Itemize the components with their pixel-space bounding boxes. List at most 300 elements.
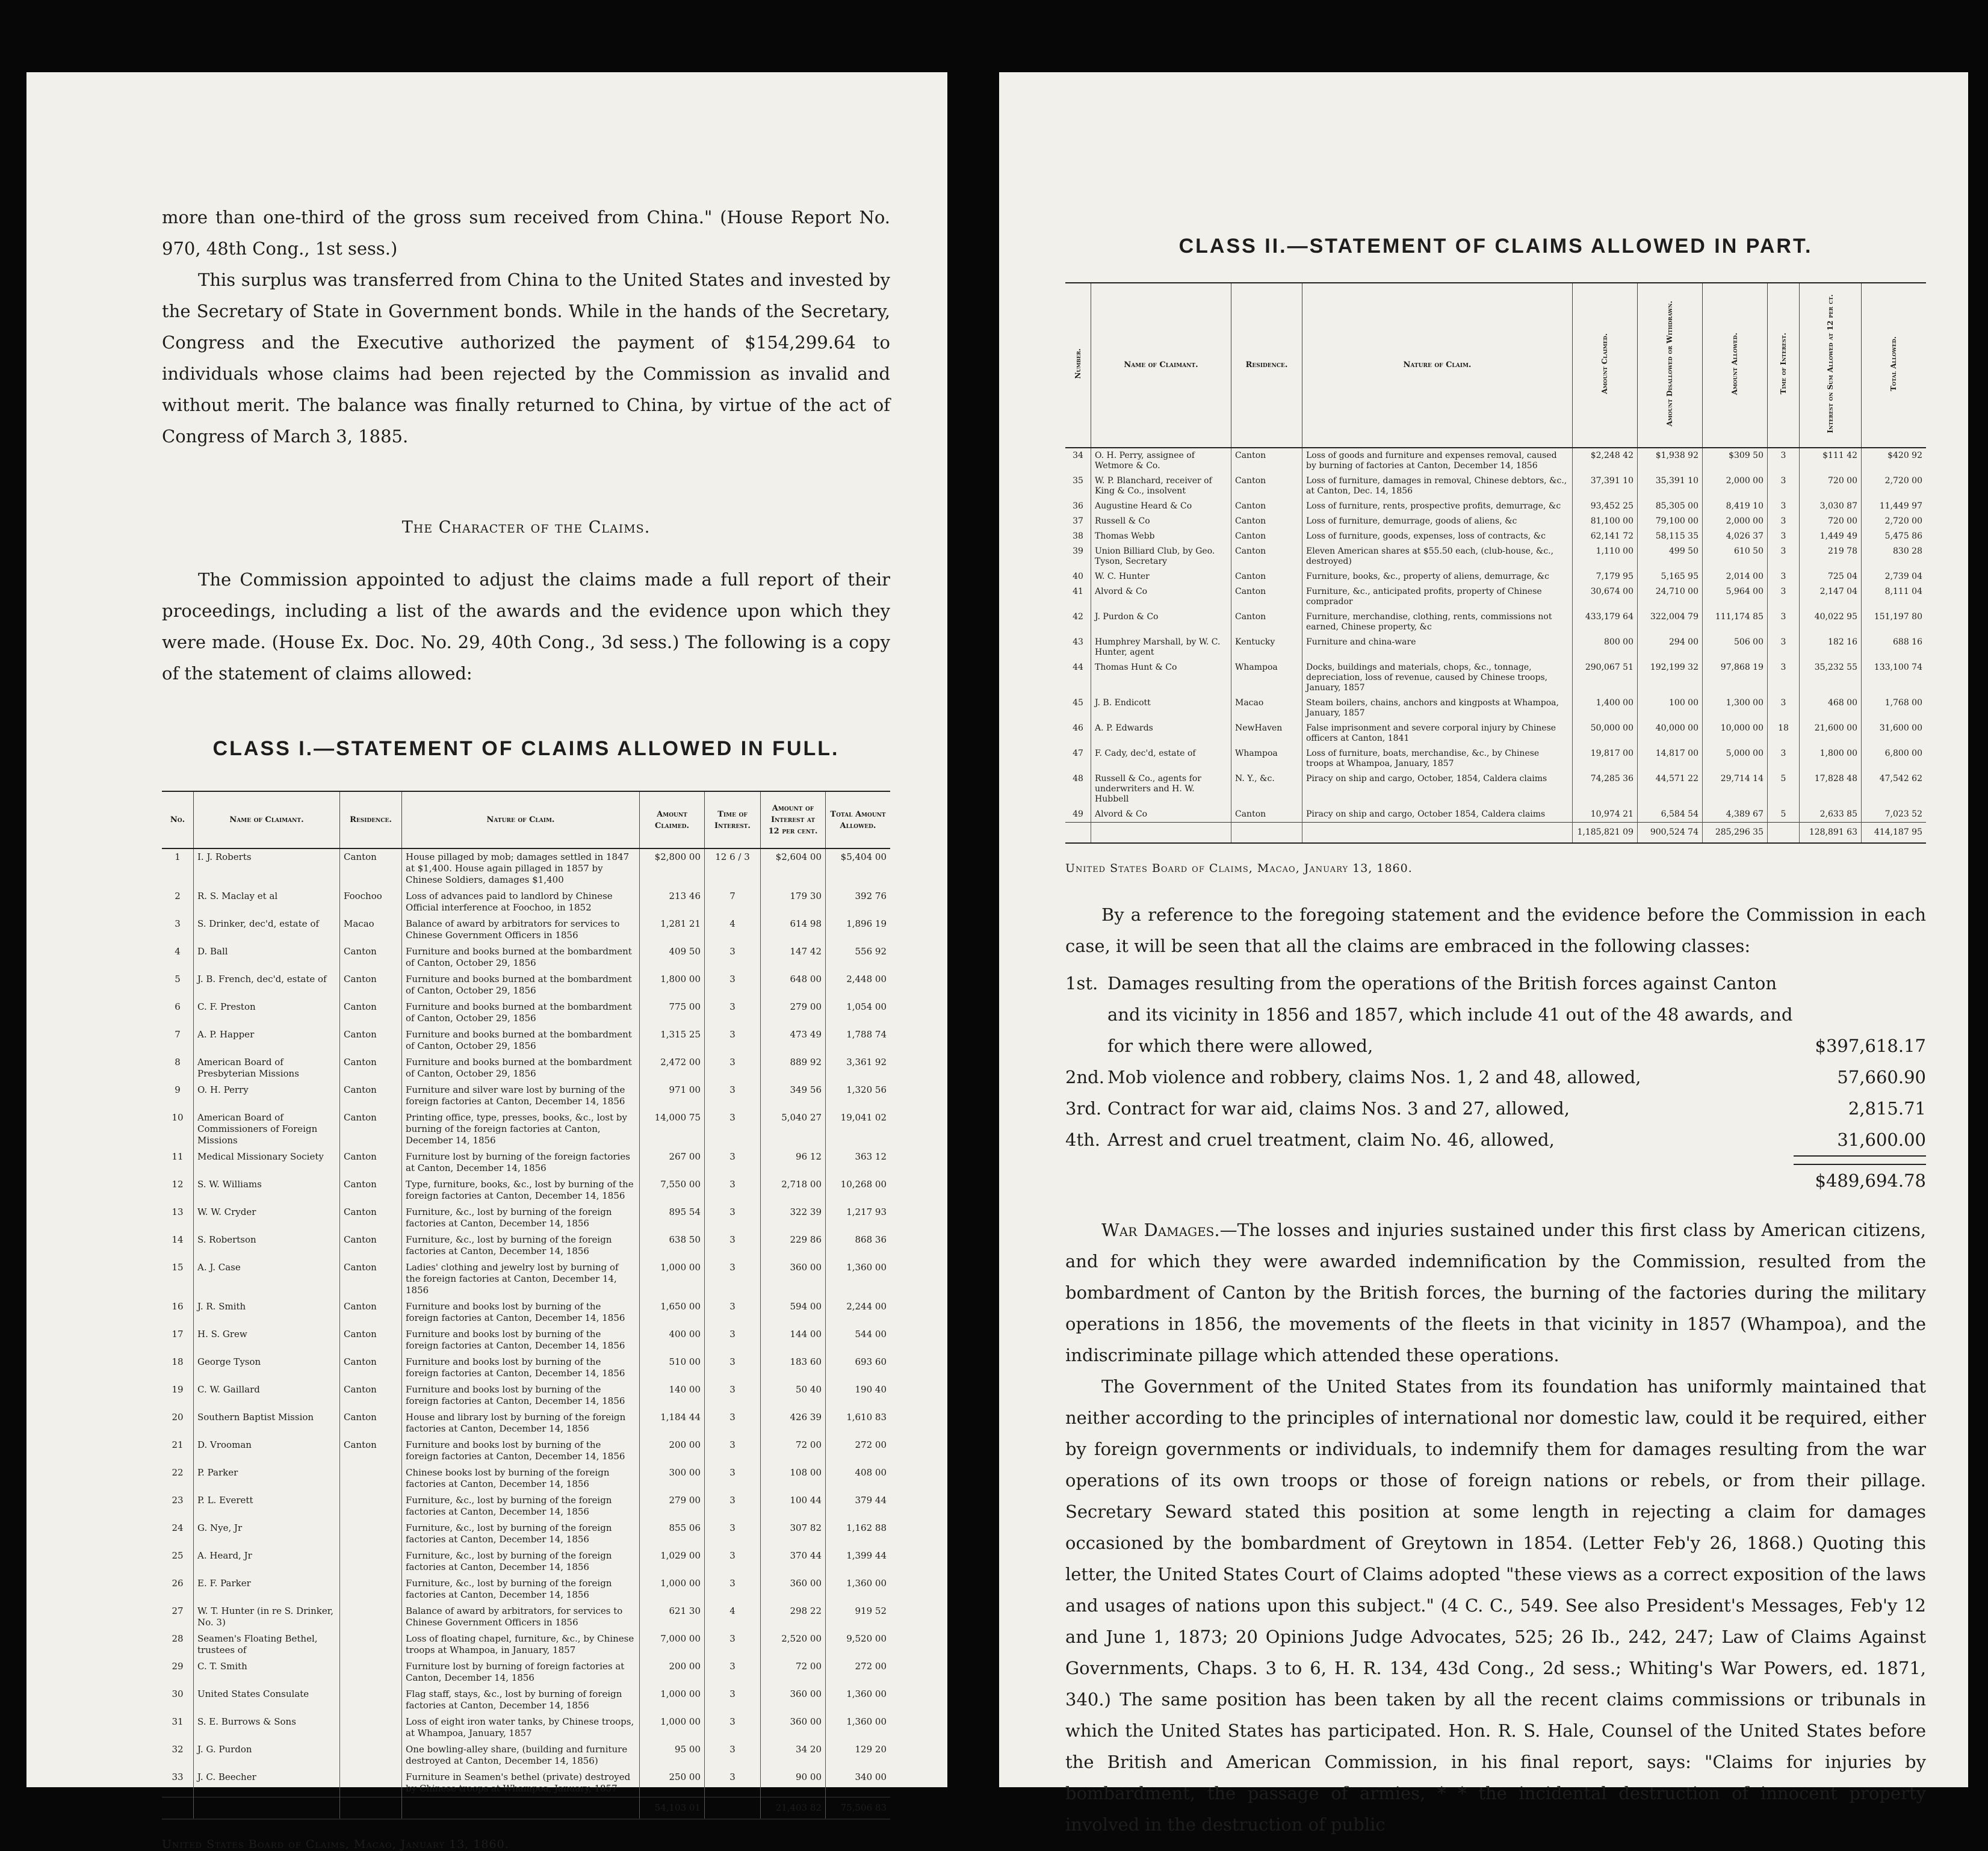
summary-label: 2nd. [1065, 1066, 1104, 1087]
claimant-name: American Board of Commissioners of Foreign Missions [194, 1110, 340, 1149]
table-row [162, 1082, 890, 1110]
amount-interest: 614 98 [761, 916, 826, 944]
summary-amount: 31,600.00 [1794, 1124, 1926, 1157]
amount-interest: 720 00 [1800, 474, 1862, 499]
amount-claimed: 93,452 25 [1573, 499, 1638, 514]
row-number: 18 [172, 1356, 184, 1367]
table-row [162, 1520, 890, 1548]
time-of-interest: 3 [705, 1520, 761, 1548]
amount-claimed: 1,800 00 [640, 971, 705, 999]
amount-disallowed: 14,817 00 [1638, 746, 1703, 771]
row-number: 35 [1073, 475, 1083, 486]
table-row [162, 1326, 890, 1354]
total-allowed: 129 20 [826, 1741, 891, 1769]
amount-claimed: 290,067 51 [1573, 660, 1638, 696]
claimant-residence: Macao [340, 916, 402, 944]
amount-claimed: 971 00 [640, 1082, 705, 1110]
time-of-interest: 3 [1768, 514, 1800, 529]
claim-nature: Flag staff, stays, &c., lost by burning of foreign factories at Canton, December 14, 1856 [402, 1686, 640, 1714]
row-number: 6 [175, 1001, 181, 1012]
row-number: 36 [1073, 501, 1083, 511]
claimant-name: Humphrey Marshall, by W. C. Hunter, agent [1091, 635, 1231, 660]
amount-claimed: 7,179 95 [1573, 569, 1638, 584]
amount-claimed: 1,400 00 [1573, 696, 1638, 721]
claimant-name: C. F. Preston [194, 999, 340, 1027]
table-row [162, 916, 890, 944]
claim-nature: Furniture and china-ware [1302, 635, 1573, 660]
time-of-interest: 4 [705, 916, 761, 944]
amount-claimed: 400 00 [640, 1326, 705, 1354]
claimant-name: E. F. Parker [194, 1575, 340, 1603]
claimant-name: D. Ball [194, 944, 340, 971]
row-number: 38 [1073, 531, 1083, 541]
total-allowed: 544 00 [826, 1326, 891, 1354]
col2-residence: Residence. [1231, 283, 1302, 448]
time-of-interest: 5 [1768, 807, 1800, 823]
amount-claimed: 775 00 [640, 999, 705, 1027]
claimant-residence: Canton [1231, 474, 1302, 499]
claim-nature: Furniture and books lost by burning of the foreign factories at Canton, December 14, 1856 [402, 1382, 640, 1409]
row-number: 37 [1073, 516, 1083, 526]
row-number: 46 [1073, 723, 1083, 733]
row-number: 26 [172, 1578, 184, 1589]
time-of-interest: 3 [705, 1409, 761, 1437]
claim-nature: False imprisonment and severe corporal injury by Chinese officers at Canton, 1841 [1302, 721, 1573, 746]
claim-nature: Furniture, &c., lost by burning of the foreign factories at Canton, December 14, 1856 [402, 1232, 640, 1259]
class-ii-rows [1065, 448, 1926, 823]
table-row [162, 1741, 890, 1769]
claimant-residence: Canton [1231, 544, 1302, 569]
amount-claimed: 7,000 00 [640, 1631, 705, 1658]
amount-claimed: 800 00 [1573, 635, 1638, 660]
table-row [162, 1054, 890, 1082]
table-row [162, 1465, 890, 1492]
claim-nature: Furniture, &c., anticipated profits, property of Chinese comprador [1302, 584, 1573, 610]
claimant-residence: Canton [1231, 610, 1302, 635]
table-row [1065, 569, 1926, 584]
amount-interest: 307 82 [761, 1520, 826, 1548]
table-row [1065, 660, 1926, 696]
col-time: Time of Interest. [705, 791, 761, 848]
time-of-interest: 3 [1768, 584, 1800, 610]
claim-nature: Furniture, merchandise, clothing, rents, commissions not earned, Chinese property, &c [1302, 610, 1573, 635]
amount-interest: 370 44 [761, 1548, 826, 1575]
row-number: 17 [172, 1329, 184, 1340]
claim-nature: Furniture and books burned at the bombardment of Canton, October 29, 1856 [402, 1027, 640, 1054]
table-row [162, 1110, 890, 1149]
amount-claimed: 409 50 [640, 944, 705, 971]
total-allowed: 408 00 [826, 1465, 891, 1492]
total-allowed: 5,475 86 [1862, 529, 1927, 544]
amount-disallowed: 6,584 54 [1638, 807, 1703, 823]
claimant-name: J. Purdon & Co [1091, 610, 1231, 635]
row-number: 43 [1073, 637, 1083, 647]
claimant-name: United States Consulate [194, 1686, 340, 1714]
amount-claimed: 895 54 [640, 1204, 705, 1232]
right-page [999, 72, 1968, 1835]
amount-allowed: 10,000 00 [1703, 721, 1768, 746]
amount-interest: 360 00 [761, 1575, 826, 1603]
amount-disallowed: 5,165 95 [1638, 569, 1703, 584]
amount-interest: 3,030 87 [1800, 499, 1862, 514]
col2-nature: Nature of Claim. [1302, 283, 1573, 448]
amount-disallowed: 294 00 [1638, 635, 1703, 660]
claimant-residence [340, 1769, 402, 1797]
amount-claimed: 14,000 75 [640, 1110, 705, 1149]
time-of-interest: 3 [1768, 610, 1800, 635]
row-number: 42 [1073, 611, 1083, 622]
class-ii-title: CLASS II.—STATEMENT OF CLAIMS ALLOWED IN PART. [1178, 235, 1813, 258]
claimant-name: D. Vrooman [194, 1437, 340, 1465]
claimant-name: S. E. Burrows & Sons [194, 1714, 340, 1741]
amount-interest: 182 16 [1800, 635, 1862, 660]
row-number: 33 [172, 1772, 184, 1782]
amount-allowed: 29,714 14 [1703, 771, 1768, 807]
claimant-residence [340, 1658, 402, 1686]
table-row [162, 1176, 890, 1204]
claim-nature: Loss of furniture, rents, prospective profits, demurrage, &c [1302, 499, 1573, 514]
table-row [162, 1575, 890, 1603]
claimant-residence: Canton [1231, 807, 1302, 823]
amount-interest: 349 56 [761, 1082, 826, 1110]
total-allowed: 190 40 [826, 1382, 891, 1409]
amount-interest: 21,600 00 [1800, 721, 1862, 746]
claim-nature: Furniture and books burned at the bombardment of Canton, October 29, 1856 [402, 1054, 640, 1082]
amount-claimed: 74,285 36 [1573, 771, 1638, 807]
amount-interest: 648 00 [761, 971, 826, 999]
col-no: No. [162, 791, 194, 848]
total-allowed: 1,896 19 [826, 916, 891, 944]
claim-nature: Chinese books lost by burning of the foreign factories at Canton, December 14, 1856 [402, 1465, 640, 1492]
table-row [1065, 448, 1926, 474]
claimant-name: A. J. Case [194, 1259, 340, 1299]
amount-claimed: 62,141 72 [1573, 529, 1638, 544]
amount-interest: 1,449 49 [1800, 529, 1862, 544]
amount-claimed: 30,674 00 [1573, 584, 1638, 610]
total-allowed: 392 76 [826, 888, 891, 916]
character-paragraph: The Commission appointed to adjust the claims made a full report of their proceedings, including a list of the awards and the evidence upon which they were made. (House Ex. Doc. No. 29, 40th Cong., 3d sess.) The following is a copy of the statement of claims allowed: [162, 569, 890, 684]
amount-allowed: 2,000 00 [1703, 474, 1768, 499]
summary-amount: 2,815.71 [1848, 1098, 1926, 1119]
amount-disallowed: 192,199 32 [1638, 660, 1703, 696]
class-i-footer: United States Board of Claims, Macao, January 13, 1860. [162, 1838, 509, 1851]
amount-interest: 17,828 48 [1800, 771, 1862, 807]
amount-interest: 72 00 [761, 1658, 826, 1686]
amount-interest: 100 44 [761, 1492, 826, 1520]
amount-allowed: $309 50 [1703, 448, 1768, 474]
claimant-residence [340, 1741, 402, 1769]
time-of-interest: 4 [705, 1603, 761, 1631]
row-number: 13 [172, 1207, 184, 1217]
claimant-name: O. H. Perry [194, 1082, 340, 1110]
total-allowed: 272 00 [826, 1437, 891, 1465]
time-of-interest: 3 [1768, 696, 1800, 721]
total-allowed: 6,800 00 [1862, 746, 1927, 771]
claim-nature: Ladies' clothing and jewelry lost by burning of the foreign factories at Canton, December 14, 1856 [402, 1259, 640, 1299]
table-row [162, 1299, 890, 1326]
total-allowed: $420 92 [1862, 448, 1927, 474]
claimant-name: Russell & Co [1091, 514, 1231, 529]
claimant-name: A. Heard, Jr [194, 1548, 340, 1575]
table-row [1065, 610, 1926, 635]
claim-nature: Loss of furniture, goods, expenses, loss of contracts, &c [1302, 529, 1573, 544]
amount-interest: 298 22 [761, 1603, 826, 1631]
row-number: 29 [172, 1661, 184, 1672]
class-ii-total-allowed: 285,296 35 [1703, 822, 1768, 843]
section-title: The Character of the Claims. [401, 518, 651, 537]
col2-allowed: Amount Allowed. [1703, 283, 1768, 448]
claimant-residence: Canton [340, 1299, 402, 1326]
total-allowed: 1,320 56 [826, 1082, 891, 1110]
claim-nature: Loss of eight iron water tanks, by Chinese troops, at Whampoa, January, 1857 [402, 1714, 640, 1741]
summary-label: 3rd. [1065, 1098, 1102, 1119]
total-allowed: 1,162 88 [826, 1520, 891, 1548]
col-claimed: Amount Claimed. [640, 791, 705, 848]
row-number: 32 [172, 1744, 184, 1755]
total-allowed: 133,100 74 [1862, 660, 1927, 696]
claim-nature: Balance of award by arbitrators for services to Chinese Government Officers in 1856 [402, 916, 640, 944]
claim-nature: Furniture and books burned at the bombardment of Canton, October 29, 1856 [402, 999, 640, 1027]
col2-number: Number. [1065, 283, 1091, 448]
row-number: 28 [172, 1633, 184, 1644]
time-of-interest: 3 [705, 1492, 761, 1520]
time-of-interest: 5 [1768, 771, 1800, 807]
amount-interest: 2,718 00 [761, 1176, 826, 1204]
row-number: 9 [175, 1084, 181, 1095]
claimant-name: American Board of Presbyterian Missions [194, 1054, 340, 1082]
total-allowed: 2,720 00 [1862, 474, 1927, 499]
amount-claimed: $2,248 42 [1573, 448, 1638, 474]
time-of-interest: 3 [705, 1176, 761, 1204]
summary-text: Mob violence and robbery, claims Nos. 1, 2 and 48, allowed, [1107, 1066, 1641, 1087]
claimant-name: J. R. Smith [194, 1299, 340, 1326]
claimant-residence: Canton [340, 1054, 402, 1082]
amount-claimed: 37,391 10 [1573, 474, 1638, 499]
class-ii-totals-row [1065, 822, 1926, 843]
amount-allowed: 97,868 19 [1703, 660, 1768, 696]
amount-interest: 5,040 27 [761, 1110, 826, 1149]
amount-interest: 35,232 55 [1800, 660, 1862, 696]
claimant-name: W. T. Hunter (in re S. Drinker, No. 3) [194, 1603, 340, 1631]
amount-claimed: 95 00 [640, 1741, 705, 1769]
amount-interest: 2,633 85 [1800, 807, 1862, 823]
claim-nature: Furniture, &c., lost by burning of the foreign factories at Canton, December 14, 1856 [402, 1575, 640, 1603]
amount-claimed: 1,184 44 [640, 1409, 705, 1437]
amount-interest: 72 00 [761, 1437, 826, 1465]
col2-claimed: Amount Claimed. [1573, 283, 1638, 448]
total-allowed: 8,111 04 [1862, 584, 1927, 610]
claim-nature: Furniture and books lost by burning of the foreign factories at Canton, December 14, 1856 [402, 1299, 640, 1326]
table-row [162, 971, 890, 999]
row-number: 44 [1073, 662, 1083, 672]
amount-interest: 90 00 [761, 1769, 826, 1797]
table-row [1065, 746, 1926, 771]
claimant-name: W. C. Hunter [1091, 569, 1231, 584]
claimant-residence [340, 1686, 402, 1714]
claimant-residence: Canton [340, 1382, 402, 1409]
amount-interest: 720 00 [1800, 514, 1862, 529]
claimant-residence: Canton [1231, 499, 1302, 514]
claimant-residence [340, 1492, 402, 1520]
claim-nature: Furniture, &c., lost by burning of the foreign factories at Canton, December 14, 1856 [402, 1520, 640, 1548]
claimant-residence: Canton [1231, 529, 1302, 544]
table-row [1065, 771, 1926, 807]
total-allowed: 1,360 00 [826, 1259, 891, 1299]
total-allowed: 7,023 52 [1862, 807, 1927, 823]
claim-nature: Furniture and books burned at the bombardment of Canton, October 29, 1856 [402, 971, 640, 999]
claimant-name: S. W. Williams [194, 1176, 340, 1204]
claim-nature: Loss of goods and furniture and expenses removal, caused by burning of factories at Canton, December 14, 1856 [1302, 448, 1573, 474]
row-number: 8 [175, 1057, 181, 1068]
col-name: Name of Claimant. [194, 791, 340, 848]
col-residence: Residence. [340, 791, 402, 848]
time-of-interest: 3 [705, 1465, 761, 1492]
table-row [162, 1492, 890, 1520]
total-allowed: 10,268 00 [826, 1176, 891, 1204]
row-number: 45 [1073, 697, 1083, 708]
row-number: 47 [1073, 748, 1083, 758]
claimant-name: Alvord & Co [1091, 807, 1231, 823]
claim-nature: Steam boilers, chains, anchors and kingposts at Whampoa, January, 1857 [1302, 696, 1573, 721]
claimant-name: Augustine Heard & Co [1091, 499, 1231, 514]
claimant-residence: Canton [340, 944, 402, 971]
row-number: 24 [172, 1522, 184, 1533]
amount-disallowed: $1,938 92 [1638, 448, 1703, 474]
total-allowed: 31,600 00 [1862, 721, 1927, 746]
table-row [162, 1437, 890, 1465]
claim-nature: Type, furniture, books, &c., lost by burning of the foreign factories at Canton, December 14, 1856 [402, 1176, 640, 1204]
table-row [162, 1409, 890, 1437]
table-row [162, 1027, 890, 1054]
table-row [1065, 499, 1926, 514]
summary-amount: $397,618.17 [1815, 1035, 1926, 1056]
time-of-interest: 3 [1768, 474, 1800, 499]
amount-claimed: 638 50 [640, 1232, 705, 1259]
table-row [162, 1382, 890, 1409]
total-allowed: 1,054 00 [826, 999, 891, 1027]
row-number: 1 [175, 851, 181, 862]
amount-allowed: 2,014 00 [1703, 569, 1768, 584]
class-i-totals-row [162, 1797, 890, 1820]
col-nature: Nature of Claim. [402, 791, 640, 848]
summary-item [1065, 1093, 1926, 1124]
amount-claimed: 1,000 00 [640, 1259, 705, 1299]
time-of-interest: 3 [705, 1082, 761, 1110]
total-allowed: 340 00 [826, 1769, 891, 1797]
col2-name: Name of Claimant. [1091, 283, 1231, 448]
claimant-residence [340, 1520, 402, 1548]
time-of-interest: 3 [705, 1299, 761, 1326]
claimant-residence: Canton [340, 1232, 402, 1259]
total-allowed: 1,360 00 [826, 1714, 891, 1741]
table-row [1065, 544, 1926, 569]
amount-claimed: 140 00 [640, 1382, 705, 1409]
total-allowed: 9,520 00 [826, 1631, 891, 1658]
amount-claimed: 1,000 00 [640, 1575, 705, 1603]
row-number: 23 [172, 1495, 184, 1506]
claimant-residence [340, 1548, 402, 1575]
time-of-interest: 3 [705, 1686, 761, 1714]
row-number: 3 [175, 918, 181, 929]
amount-claimed: 7,550 00 [640, 1176, 705, 1204]
claim-nature: Furniture and books burned at the bombardment of Canton, October 29, 1856 [402, 944, 640, 971]
time-of-interest: 3 [705, 1548, 761, 1575]
time-of-interest: 3 [705, 944, 761, 971]
amount-claimed: 19,817 00 [1573, 746, 1638, 771]
claimant-residence: Canton [340, 999, 402, 1027]
claim-nature: Furniture, &c., lost by burning of the foreign factories at Canton, December 14, 1856 [402, 1492, 640, 1520]
table-row [162, 888, 890, 916]
time-of-interest: 3 [705, 1658, 761, 1686]
total-allowed: 379 44 [826, 1492, 891, 1520]
amount-allowed: 111,174 85 [1703, 610, 1768, 635]
amount-claimed: 2,472 00 [640, 1054, 705, 1082]
amount-allowed: 8,419 10 [1703, 499, 1768, 514]
claimant-name: S. Robertson [194, 1232, 340, 1259]
total-allowed: 556 92 [826, 944, 891, 971]
total-allowed: 19,041 02 [826, 1110, 891, 1149]
claimant-residence: Canton [1231, 584, 1302, 610]
table-row [1065, 584, 1926, 610]
claimant-name: Thomas Hunt & Co [1091, 660, 1231, 696]
class-ii-total-interest: 128,891 63 [1800, 822, 1862, 843]
amount-disallowed: 79,100 00 [1638, 514, 1703, 529]
total-allowed: 272 00 [826, 1658, 891, 1686]
claim-nature: Docks, buildings and materials, chops, &c., tonnage, depreciation, loss of revenue, caused by Chinese troops, January, 1857 [1302, 660, 1573, 696]
amount-claimed: 1,650 00 [640, 1299, 705, 1326]
time-of-interest: 12 6 / 3 [705, 848, 761, 888]
row-number: 31 [172, 1716, 184, 1727]
claim-nature: Furniture in Seamen's bethel (private) destroyed by Chinese troops at Whampoa, January, 1857 [402, 1769, 640, 1797]
amount-allowed: 1,300 00 [1703, 696, 1768, 721]
table-row [1065, 514, 1926, 529]
amount-claimed: 1,000 00 [640, 1686, 705, 1714]
col2-disallowed: Amount Disallowed or Withdrawn. [1638, 283, 1703, 448]
time-of-interest: 3 [705, 1259, 761, 1299]
claimant-residence [340, 1575, 402, 1603]
amount-claimed: 213 46 [640, 888, 705, 916]
amount-disallowed: 40,000 00 [1638, 721, 1703, 746]
time-of-interest: 3 [1768, 544, 1800, 569]
claimant-name: R. S. Maclay et al [194, 888, 340, 916]
amount-interest: 725 04 [1800, 569, 1862, 584]
summary-text: Damages resulting from the operations of the British forces against Canton and its vicinity in 1856 and 1857, which include 41 out of the 48 awards, and for which there were allowed, [1107, 972, 1793, 1056]
time-of-interest: 3 [705, 1575, 761, 1603]
claimant-residence: Canton [1231, 448, 1302, 474]
war-damages-paragraph [1065, 1214, 1926, 1371]
claimant-name: I. J. Roberts [194, 848, 340, 888]
time-of-interest: 3 [1768, 635, 1800, 660]
amount-interest: 360 00 [761, 1259, 826, 1299]
summary-amount: 57,660.90 [1837, 1066, 1926, 1087]
total-allowed: 868 36 [826, 1232, 891, 1259]
claim-nature: Printing office, type, presses, books, &c., lost by burning of the foreign factories at Canton, December 14, 1856 [402, 1110, 640, 1149]
time-of-interest: 3 [705, 1326, 761, 1354]
row-number: 4 [175, 946, 181, 957]
time-of-interest: 3 [1768, 660, 1800, 696]
table-row [1065, 635, 1926, 660]
total-allowed: 693 60 [826, 1354, 891, 1382]
amount-disallowed: 85,305 00 [1638, 499, 1703, 514]
claimant-name: Union Billiard Club, by Geo. Tyson, Secretary [1091, 544, 1231, 569]
amount-claimed: 1,029 00 [640, 1548, 705, 1575]
claimant-name: C. T. Smith [194, 1658, 340, 1686]
table-row [162, 848, 890, 888]
summary-list [1065, 968, 1926, 1196]
claim-nature: Loss of furniture, boats, merchandise, &c., by Chinese troops at Whampoa, January, 1857 [1302, 746, 1573, 771]
amount-interest: 219 78 [1800, 544, 1862, 569]
claim-nature: Loss of floating chapel, furniture, &c., by Chinese troops at Whampoa, in January, 1857 [402, 1631, 640, 1658]
